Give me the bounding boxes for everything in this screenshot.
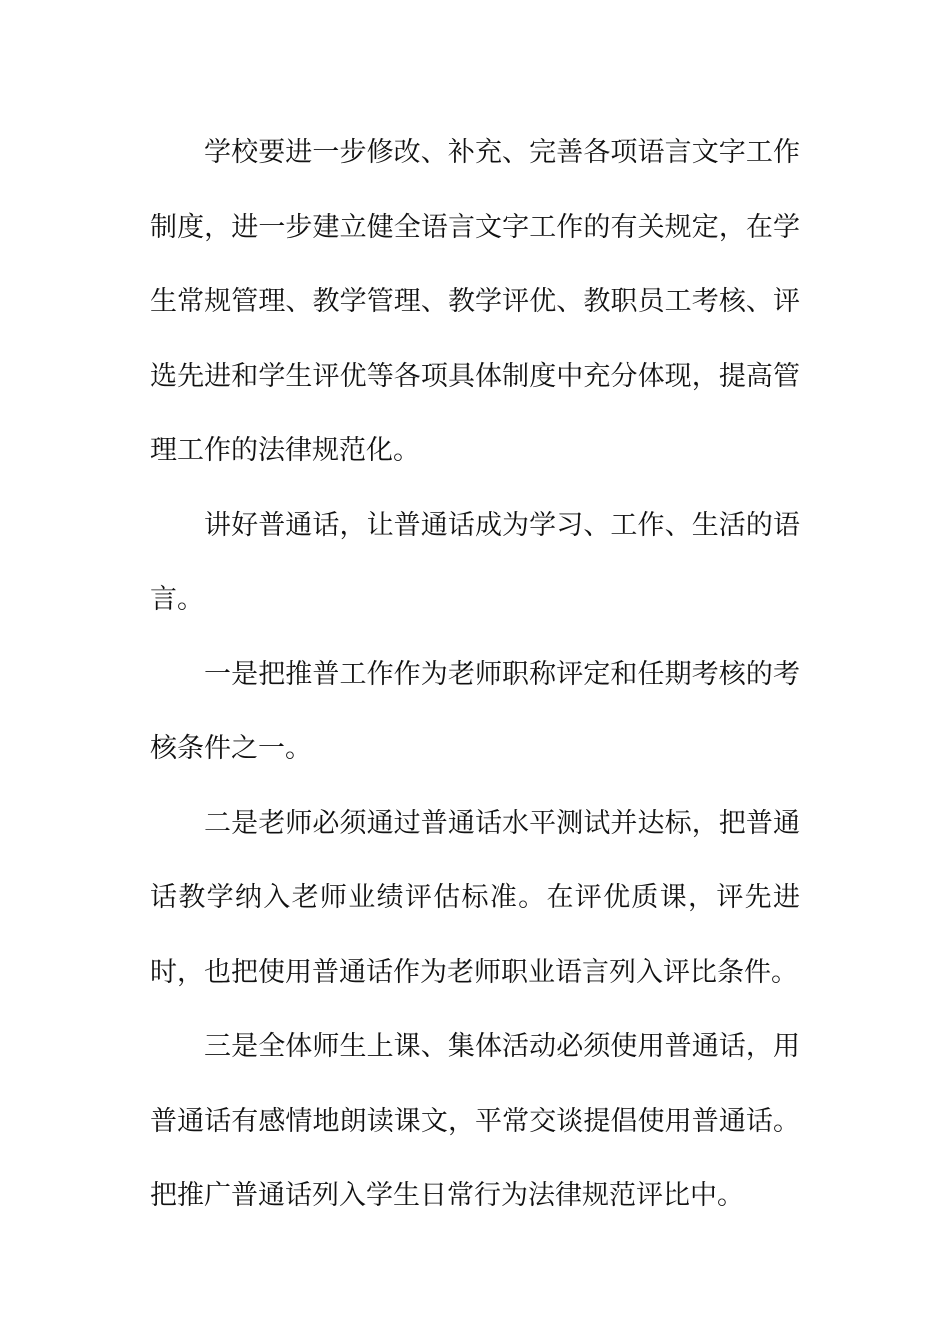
paragraph-point-one: 一是把推普工作作为老师职称评定和任期考核的考核条件之一。	[150, 658, 800, 764]
paragraph-point-two: 二是老师必须通过普通话水平测试并达标，把普通话教学纳入老师业绩评估标准。在评优质课，评先进时，也把使用普通话作为老师职业语言列入评比条件。	[150, 807, 800, 988]
paragraph-point-three: 三是全体师生上课、集体活动必须使用普通话，用普通话有感情地朗读课文，平常交谈提倡使用普通话。把推广普通话列入学生日常行为法律规范评比中。	[150, 1031, 800, 1211]
paragraph-language-work-rules: 学校要进一步修改、补充、完善各项语言文字工作制度，进一步建立健全语言文字工作的有关规定，在学生常规管理、教学管理、教学评优、教职员工考核、评选先进和学生评优等各项具体制度中充分体现，提高管理工作的法律规范化。	[150, 137, 800, 466]
paragraph-speak-mandarin: 讲好普通话，让普通话成为学习、工作、生活的语言。	[150, 509, 800, 615]
document-body	[150, 116, 800, 1234]
